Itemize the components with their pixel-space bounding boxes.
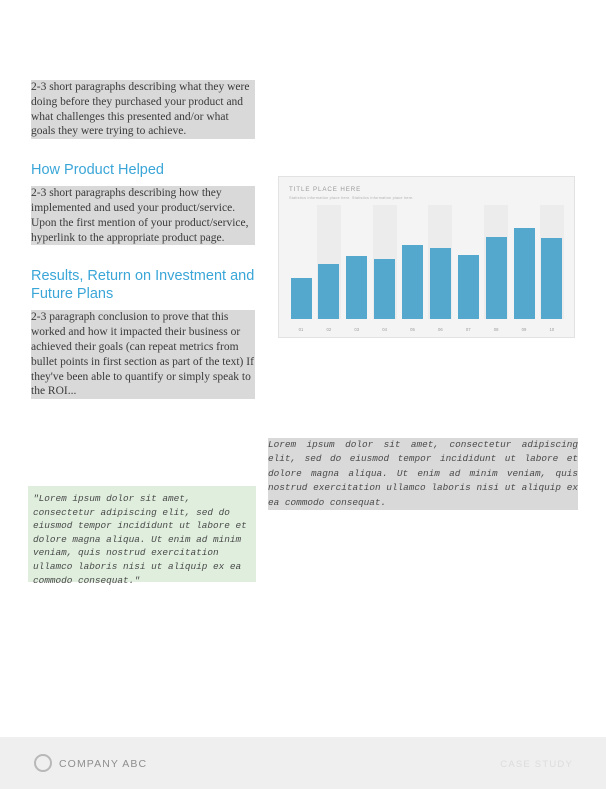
chart-bar [514,228,535,319]
chart-x-tick-label: 07 [465,327,471,332]
chart-bar [541,238,562,319]
chart-subtitle: Statistics information place here. Statistics information place here. [289,196,414,200]
chart-column-slot [512,205,536,319]
chart-bar [430,248,451,319]
chart-bar [291,278,312,319]
chart-x-tick-label: 05 [410,327,415,332]
chart-column-slot [456,205,480,319]
chart-x-tick-label: 06 [438,327,443,332]
chart-plot-area [289,205,564,319]
chart-bar [486,237,507,319]
intro-paragraph: 2-3 short paragraphs describing what they were doing before they purchased your product and what challenges this presented and/or what goals they were trying to achieve. [31,80,255,139]
section-paragraph-results: 2-3 paragraph conclusion to prove that this worked and how it impacted their business or achieved their goals (can repeat metrics from bullet points in first section as part of the text) If they've been able to quantify or simply speak to the ROI... [31,311,254,398]
chart-bar [402,245,423,319]
chart-column-slot [401,205,425,319]
quote-text: "Lorem ipsum dolor sit amet, consectetur adipiscing elit, sed do eiusmod tempor incididunt ut labore et dolore magna aliqua. Ut enim ad minim veniam, quis nostrud exercitation ullamco laboris nisi ut aliquip ex ea commodo consequat." [33,493,247,586]
chart-x-tick-label: 09 [521,327,527,332]
right-column-body-text: Lorem ipsum dolor sit amet, consectetur adipiscing elit, sed do eiusmod tempor incididunt ut labore et dolore magna aliqua. Ut enim ad minim veniam, quis nostrud exercitation ullamco laboris nisi ut aliquip ex ea commodo consequat. [268,438,578,510]
chart-bar [346,256,367,319]
chart-column-slot [540,205,564,319]
chart-x-tick-label: 03 [354,327,360,332]
footer-document-type: CASE STUDY [500,759,573,770]
section-heading-results: Results, Return on Investment and Future Plans [31,268,255,303]
chart-column-slot [484,205,508,319]
chart-x-tick-label: 01 [298,327,304,332]
chart-bar [458,255,479,319]
chart-x-tick-label: 08 [493,327,499,332]
chart-column-slot [373,205,397,319]
chart-bar [374,259,395,319]
left-content-column [31,80,255,423]
company-logo-icon [34,754,52,772]
chart-title: TITLE PLACE HERE [289,186,362,193]
chart-x-tick-label: 02 [326,327,332,332]
chart-column-slot [345,205,369,319]
chart-column-slot [289,205,313,319]
chart-x-axis-labels [289,327,564,332]
section-heading-how-product-helped: How Product Helped [31,162,164,179]
page-footer [0,737,606,789]
bar-chart-card [278,176,575,338]
chart-x-tick-label: 10 [549,327,555,332]
section-paragraph-how-product-helped: 2-3 short paragraphs describing how they implemented and used your product/service. Upon the first mention of your product/service, hyperlink to the appropriate product page. [31,186,255,245]
quote-callout [28,486,256,586]
chart-bar [318,264,339,319]
chart-column-slot [428,205,452,319]
chart-x-tick-label: 04 [382,327,387,332]
chart-column-slot [317,205,341,319]
footer-company-name: COMPANY ABC [59,758,148,770]
